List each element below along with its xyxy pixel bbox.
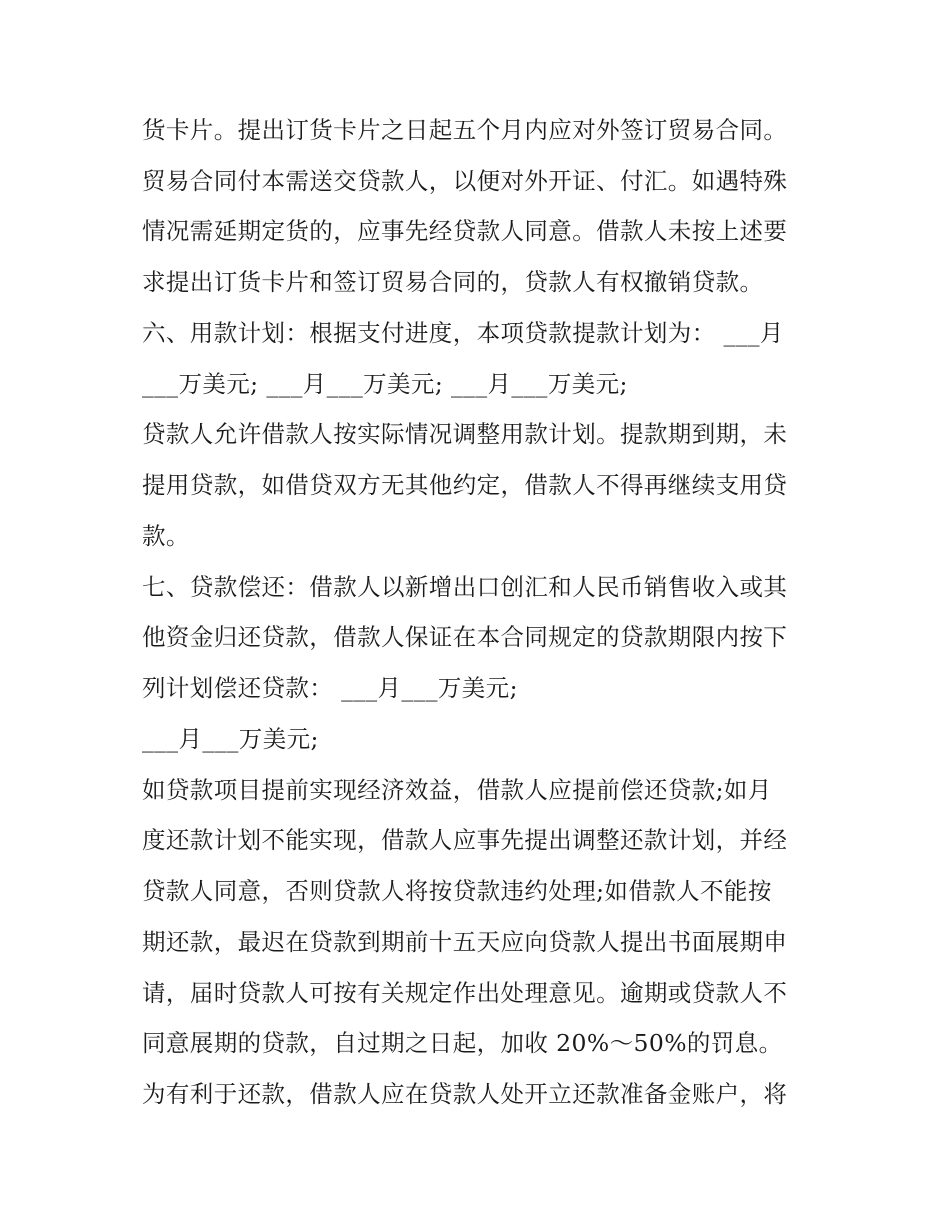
text-line: 七、贷款偿还：借款人以新增出口创汇和人民币销售收入或其 bbox=[142, 573, 788, 601]
text-line: 贷款人同意，否则贷款人将按贷款违约处理;如借款人不能按 bbox=[142, 877, 772, 905]
text-line: 贸易合同付本需送交贷款人，以便对外开证、付汇。如遇特殊 bbox=[142, 167, 788, 195]
text-line: 为有利于还款，借款人应在贷款人处开立还款准备金账户，将 bbox=[142, 1080, 788, 1108]
text-line: 提用贷款，如借贷双方无其他约定，借款人不得再继续支用贷 bbox=[142, 471, 788, 499]
text-line: ___月___万美元; bbox=[142, 725, 319, 753]
text-line: 贷款人允许借款人按实际情况调整用款计划。提款期到期，未 bbox=[142, 420, 788, 448]
text-line: 情况需延期定货的，应事先经贷款人同意。借款人未按上述要 bbox=[142, 217, 788, 245]
text-line: 请，届时贷款人可按有关规定作出处理意见。逾期或贷款人不 bbox=[142, 979, 788, 1007]
text-line: 期还款，最迟在贷款到期前十五天应向贷款人提出书面展期申 bbox=[142, 928, 788, 956]
text-line: 货卡片。提出订货卡片之日起五个月内应对外签订贸易合同。 bbox=[142, 116, 788, 144]
text-line: ___万美元; ___月___万美元; ___月___万美元; bbox=[142, 370, 628, 398]
text-line: 如贷款项目提前实现经济效益，借款人应提前偿还贷款;如月 bbox=[142, 776, 772, 804]
text-line: 列计划偿还贷款： ___月___万美元; bbox=[142, 674, 518, 702]
text-line: 度还款计划不能实现，借款人应事先提出调整还款计划，并经 bbox=[142, 826, 788, 854]
text-line: 六、用款计划：根据支付进度，本项贷款提款计划为： ___月 bbox=[142, 319, 784, 347]
text-line: 他资金归还贷款，借款人保证在本合同规定的贷款期限内按下 bbox=[142, 623, 788, 651]
text-line: 款。 bbox=[142, 522, 190, 550]
text-line: 同意展期的贷款，自过期之日起，加收 20%～50%的罚息。 bbox=[142, 1029, 783, 1057]
text-line: 求提出订货卡片和签订贸易合同的，贷款人有权撤销贷款。 bbox=[142, 268, 764, 296]
